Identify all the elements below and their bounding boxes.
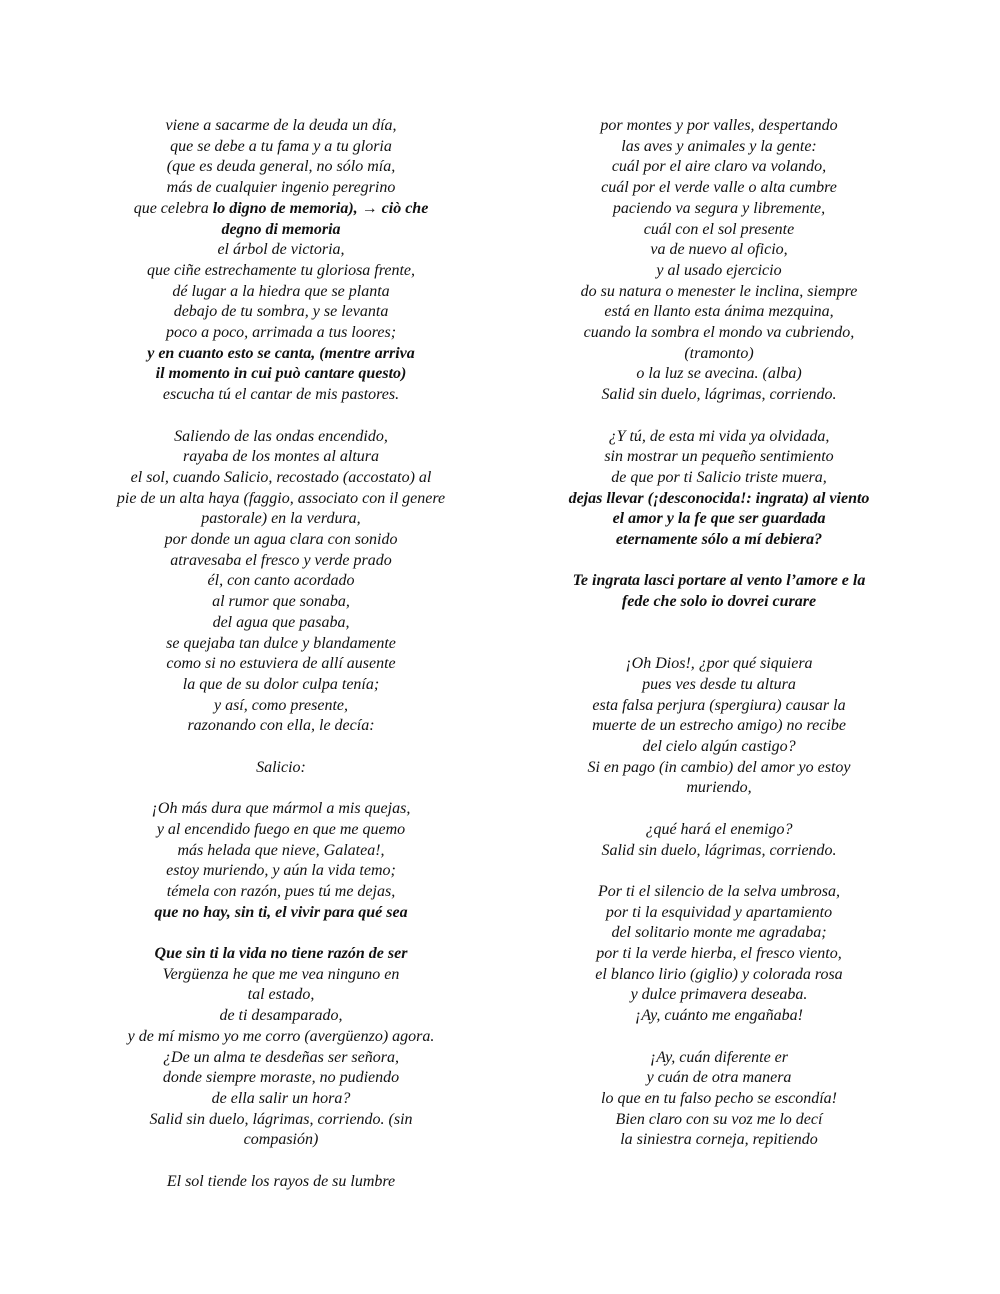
verse-line: Por ti el silencio de la selva umbrosa,	[597, 882, 841, 900]
verse-line: ¡Ay, cuánto me engañaba!	[635, 1007, 803, 1025]
stanza-break	[545, 1027, 893, 1048]
verse-line: Salid sin duelo, lágrimas, corriendo. (sin	[149, 1110, 413, 1128]
stanza-break	[92, 1151, 470, 1172]
verse-line: cuál por el verde valle o alta cumbre	[601, 179, 837, 197]
verse-line: muriendo,	[686, 779, 752, 797]
stanza-break	[92, 923, 470, 944]
verse-line: la que de su dolor culpa tenía;	[182, 675, 380, 693]
verse-line: y al usado ejercicio	[656, 261, 782, 279]
verse-line: atravesaba el fresco y verde prado	[170, 551, 392, 569]
verse-line: el sol, cuando Salicio, recostado (accostato) al	[130, 468, 432, 486]
verse-line: cuál con el sol presente	[643, 220, 795, 238]
stanza-break	[92, 778, 470, 799]
verse-line: escucha tú el cantar de mis pastores.	[162, 386, 400, 404]
verse-line: las aves y animales y la gente:	[621, 137, 817, 155]
verse-line: cuál por el aire claro va volando,	[611, 158, 827, 176]
verse-line: Salid sin duelo, lágrimas, corriendo.	[601, 841, 837, 859]
left-column	[92, 116, 470, 1192]
verse-line: debajo de tu sombra, y se levanta	[173, 303, 389, 321]
verse-line: paciendo va segura y libremente,	[612, 199, 826, 217]
verse-line: El sol tiende los rayos de su lumbre	[166, 1172, 396, 1190]
verse-line: se quejaba tan dulce y blandamente	[166, 634, 396, 652]
verse-line: estoy muriendo, y aún la vida temo;	[166, 862, 396, 880]
bold-verse-line: el amor y la fe que ser guardada	[612, 510, 826, 528]
verse-line: ¿De un alma te desdeñas ser señora,	[163, 1048, 399, 1066]
verse-line: del solitario monte me agradaba;	[611, 924, 827, 942]
verse-line: y dulce primavera deseaba.	[630, 986, 808, 1004]
verse-line: del cielo algún castigo?	[642, 738, 796, 756]
verse-line: Si en pago (in cambio) del amor yo estoy	[587, 758, 851, 776]
bold-verse-line: il momento in cui può cantare questo)	[155, 365, 407, 383]
verse-line: de ella salir un hora?	[211, 1089, 351, 1107]
verse-line: o la luz se avecina. (alba)	[636, 365, 802, 383]
verse-line: do su natura o menester le inclina, siempre	[580, 282, 858, 300]
right-column	[545, 116, 893, 1151]
stanza-break	[92, 737, 470, 758]
verse-line: lo que en tu falso pecho se escondía!	[601, 1089, 837, 1107]
verse-line: ¡Oh más dura que mármol a mis quejas,	[151, 800, 411, 818]
bold-verse-line: degno di memoria	[221, 220, 341, 238]
verse-line: el árbol de victoria,	[217, 241, 345, 259]
verse-line: y cuán de otra manera	[646, 1069, 792, 1087]
verse-line: la siniestra corneja, repitiendo	[620, 1131, 818, 1149]
verse-line: ¿Y tú, de esta mi vida ya olvidada,	[608, 427, 830, 445]
verse-line: del agua que pasaba,	[212, 613, 350, 631]
stanza-break	[545, 613, 893, 654]
stanza-break	[92, 406, 470, 427]
stanza-break	[545, 861, 893, 882]
bold-verse-line: y en cuanto esto se canta, (mentre arriva	[147, 344, 415, 362]
verse-line: de ti desamparado,	[219, 1007, 343, 1025]
verse-line: por donde un agua clara con sonido	[164, 531, 398, 549]
verse-line: por ti la verde hierba, el fresco viento,	[596, 945, 842, 963]
verse-line: por montes y por valles, despertando	[600, 117, 838, 134]
verse-line: Vergüenza he que me vea ninguno en	[162, 965, 400, 983]
verse-line: esta falsa perjura (spergiura) causar la	[592, 696, 846, 714]
verse-line: por ti la esquividad y apartamiento	[605, 903, 833, 921]
verse-line: que ciñe estrechamente tu gloriosa frente,	[146, 261, 416, 279]
verse-line: poco a poco, arrimada a tus loores;	[165, 324, 397, 342]
bold-verse-line: que no hay, sin ti, el vivir para qué sea	[154, 903, 408, 921]
stanza-break	[545, 551, 893, 572]
stanza-break	[545, 406, 893, 427]
verse-line: y de mí mismo yo me corro (avergüenzo) agora.	[127, 1027, 435, 1045]
verse-line: ¿qué hará el enemigo?	[645, 820, 793, 838]
verse-line: cuando la sombra el mondo va cubriendo,	[583, 324, 855, 342]
bold-fragment: lo digno de memoria	[212, 199, 349, 217]
verse-line: tal estado,	[247, 986, 315, 1004]
verse-line: Saliendo de las ondas encendido,	[174, 427, 388, 445]
verse-line: donde siempre moraste, no pudiendo	[162, 1069, 400, 1087]
bold-verse-line: Te ingrata lasci portare al vento l’amore e la	[572, 572, 866, 590]
verse-line: rayaba de los montes al altura	[183, 448, 379, 466]
verse-line: pues ves desde tu altura	[642, 675, 796, 693]
verse-fragment: que celebra	[133, 199, 213, 217]
verse-line: ¡Ay, cuán diferente er	[649, 1048, 789, 1066]
verse-line: de que por ti Salicio triste muera,	[611, 468, 827, 486]
verse-line: Salid sin duelo, lágrimas, corriendo.	[601, 386, 837, 404]
verse-line: como si no estuviera de allí ausente	[166, 655, 396, 673]
verse-line: más helada que nieve, Galatea!,	[177, 841, 385, 859]
verse-line: va de nuevo al oficio,	[650, 241, 788, 259]
verse-line: Bien claro con su voz me lo decí	[615, 1110, 823, 1128]
speaker-name: Salicio:	[256, 758, 306, 776]
verse-line	[92, 199, 470, 220]
bold-fragment: ), → ciò che	[348, 199, 429, 217]
bold-verse-line: dejas llevar (¡desconocida!: ingrata) al viento	[568, 489, 870, 507]
verse-line: está en llanto esta ánima mezquina,	[604, 303, 834, 321]
verse-line: y así, como presente,	[213, 696, 349, 714]
verse-line: (tramonto)	[684, 344, 754, 362]
verse-line: que se debe a tu fama y a tu gloria	[170, 137, 392, 155]
bold-verse-line: fede che solo io dovrei curare	[621, 593, 817, 611]
verse-line: al rumor que sonaba,	[212, 593, 350, 611]
verse-line: témela con razón, pues tú me dejas,	[166, 882, 396, 900]
verse-line: dé lugar a la hiedra que se planta	[172, 282, 390, 300]
verse-line: (que es deuda general, no sólo mía,	[166, 158, 396, 176]
verse-line: pastorale) en la verdura,	[201, 510, 361, 528]
verse-line: sin mostrar un pequeño sentimiento	[604, 448, 834, 466]
verse-line: razonando con ella, le decía:	[187, 717, 375, 735]
verse-line: y al encendido fuego en que me quemo	[156, 820, 406, 838]
stanza-break	[545, 799, 893, 820]
verse-line: el blanco lirio (giglio) y colorada rosa	[595, 965, 843, 983]
verse-line: él, con canto acordado	[207, 572, 355, 590]
bold-verse-line: eternamente sólo a mí debiera?	[615, 531, 823, 549]
verse-line: pie de un alta haya (faggio, associato con il genere	[116, 489, 446, 507]
verse-line: compasión)	[243, 1131, 319, 1149]
verse-line: viene a sacarme de la deuda un día,	[165, 117, 397, 134]
bold-verse-line: Que sin ti la vida no tiene razón de ser	[154, 945, 408, 963]
verse-line: ¡Oh Dios!, ¿por qué siquiera	[625, 655, 813, 673]
verse-line: muerte de un estrecho amigo) no recibe	[592, 717, 846, 735]
verse-line: más de cualquier ingenio peregrino	[166, 179, 396, 197]
